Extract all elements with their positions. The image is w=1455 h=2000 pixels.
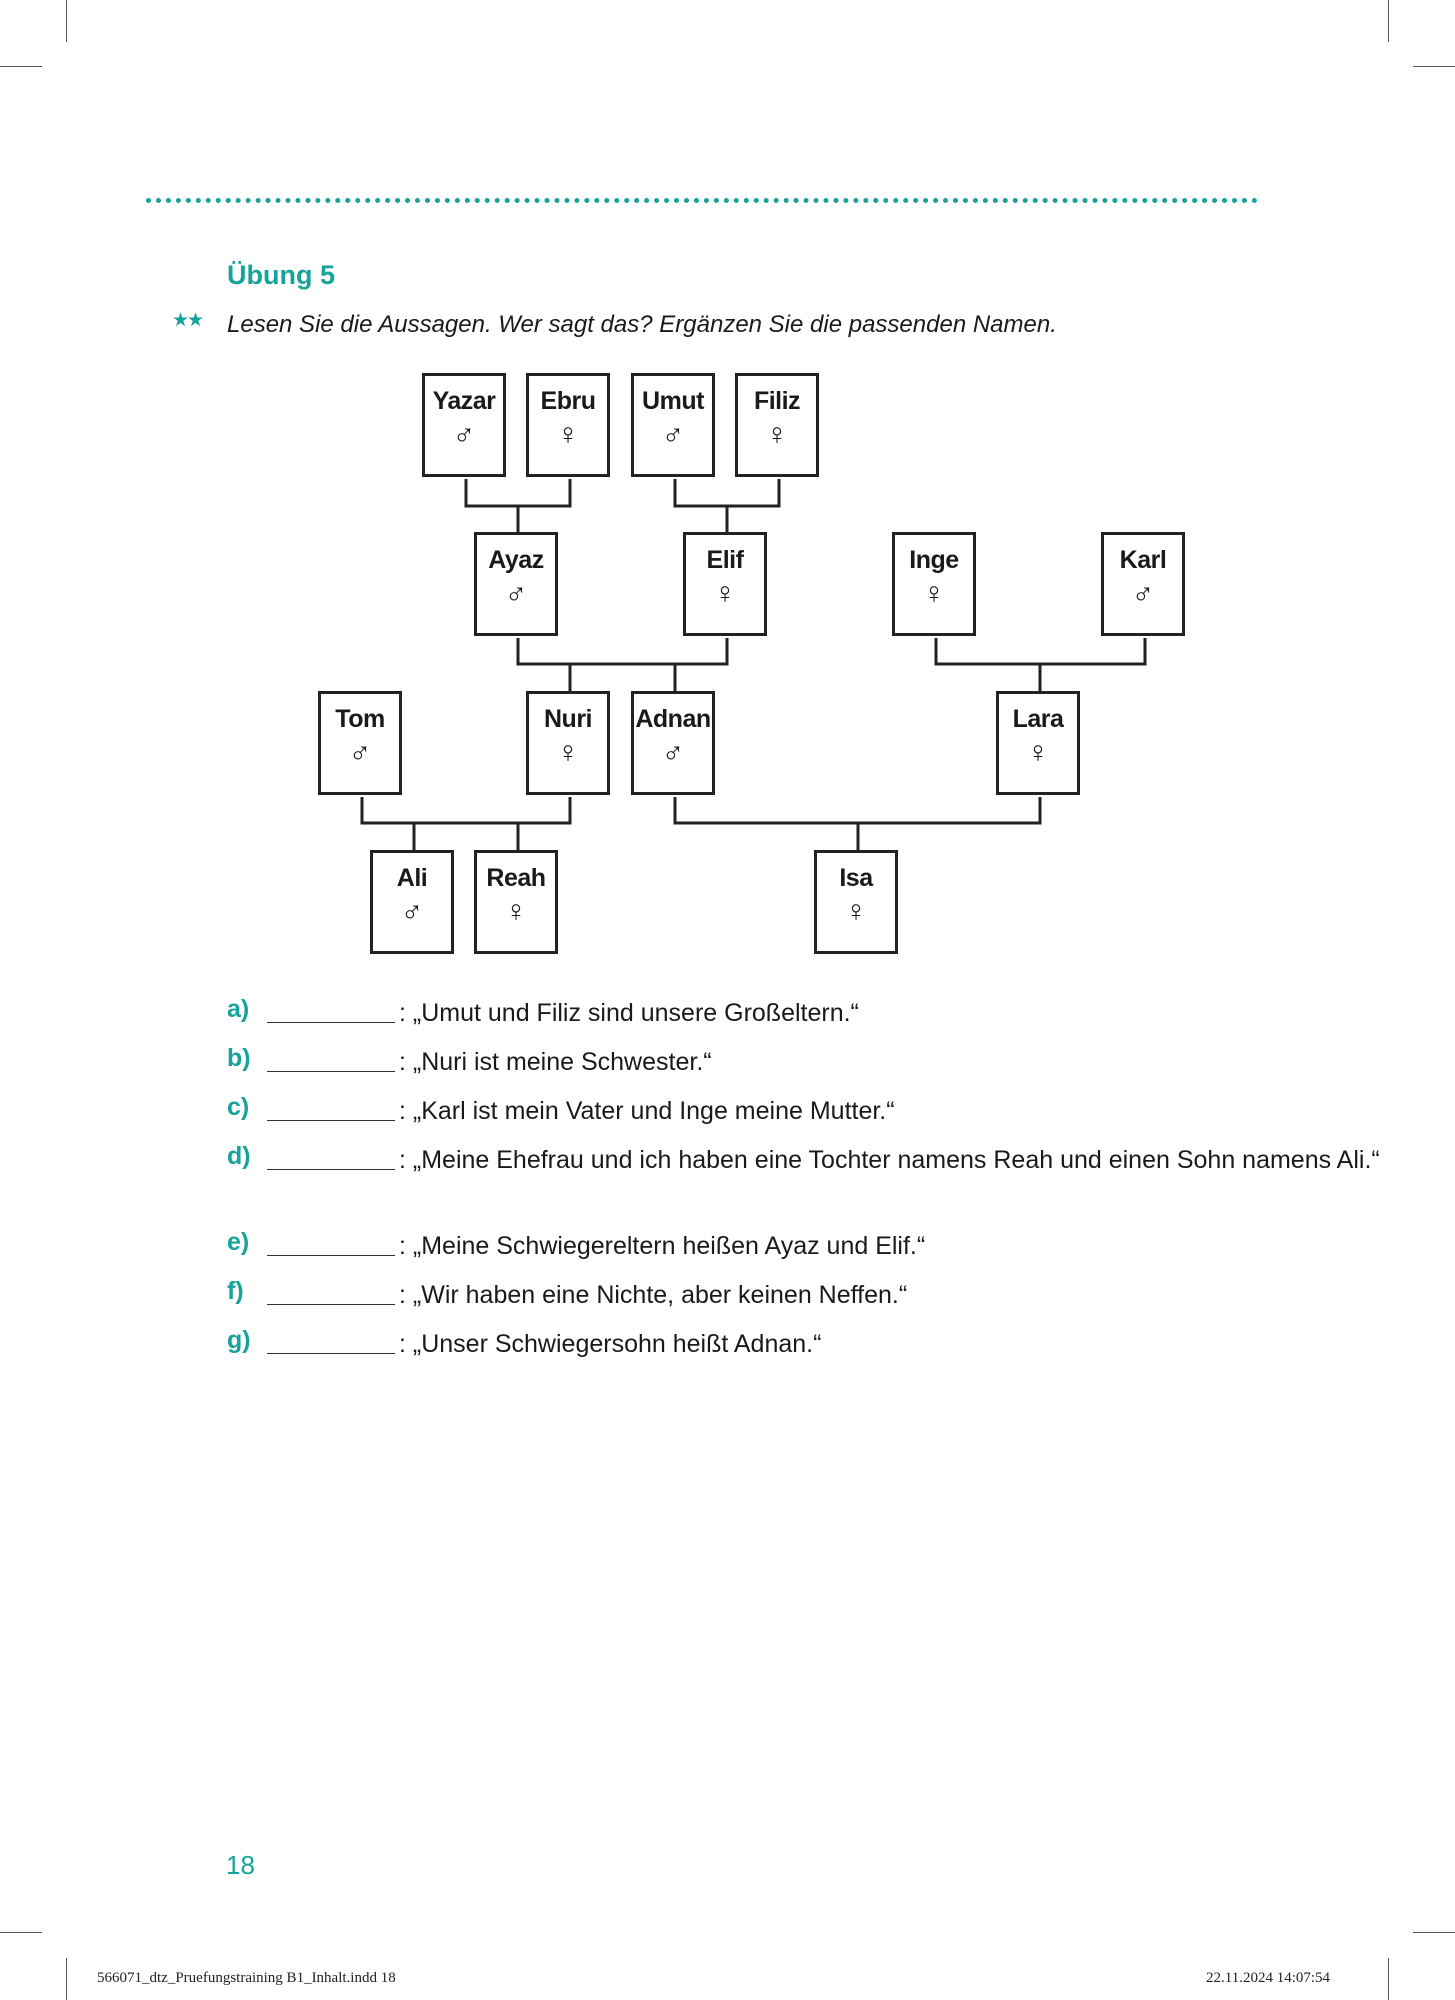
answer-blank[interactable] [267, 1120, 395, 1121]
person-box-filiz [735, 373, 819, 477]
female-symbol-icon: ♀ [922, 577, 946, 610]
statement-text: : „Meine Schwiegereltern heißen Ayaz und Elif.“ [399, 1232, 926, 1260]
answer-blank[interactable] [267, 1255, 395, 1256]
statement-letter: c) [227, 1093, 250, 1121]
person-box-elif [683, 532, 767, 636]
statement-text: : „Meine Ehefrau und ich haben eine Tochter namens Reah und einen Sohn namens Ali.“ [399, 1146, 1380, 1174]
exercise-instruction: Lesen Sie die Aussagen. Wer sagt das? Ergänzen Sie die passenden Namen. [227, 311, 1057, 338]
person-box-ayaz [474, 532, 558, 636]
male-symbol-icon: ♂ [400, 895, 424, 928]
person-box-isa [814, 850, 898, 954]
person-name: Reah [486, 864, 546, 892]
statement-text: : „Wir haben eine Nichte, aber keinen Neffen.“ [399, 1281, 908, 1309]
female-symbol-icon: ♀ [844, 895, 868, 928]
answer-blank[interactable] [267, 1353, 395, 1354]
male-symbol-icon: ♂ [661, 736, 685, 769]
print-slug-date: 22.11.2024 14:07:54 [1206, 1970, 1331, 1986]
person-name: Inge [909, 546, 959, 574]
statement-letter: a) [227, 995, 250, 1023]
female-symbol-icon: ♀ [1026, 736, 1050, 769]
statement-letter: f) [227, 1277, 244, 1305]
answer-blank[interactable] [267, 1304, 395, 1305]
person-box-karl [1101, 532, 1185, 636]
person-name: Ayaz [488, 546, 544, 574]
person-box-ebru [526, 373, 610, 477]
female-symbol-icon: ♀ [504, 895, 528, 928]
person-box-umut [631, 373, 715, 477]
statement-letter: g) [227, 1326, 251, 1354]
person-name: Yazar [432, 387, 496, 415]
person-box-nuri [526, 691, 610, 795]
person-box-adnan [631, 691, 715, 795]
female-symbol-icon: ♀ [713, 577, 737, 610]
statement-text: : „Umut und Filiz sind unsere Großeltern.“ [399, 999, 859, 1027]
answer-blank[interactable] [267, 1071, 395, 1072]
statement-text: : „Karl ist mein Vater und Inge meine Mutter.“ [399, 1097, 895, 1125]
statement-text: : „Nuri ist meine Schwester.“ [399, 1048, 712, 1076]
person-name: Karl [1119, 546, 1167, 574]
person-name: Ali [396, 864, 428, 892]
person-box-ali [370, 850, 454, 954]
female-symbol-icon: ♀ [556, 736, 580, 769]
person-name: Adnan [635, 705, 711, 733]
male-symbol-icon: ♂ [1131, 577, 1155, 610]
person-name: Umut [642, 387, 704, 415]
exercise-title: Übung 5 [227, 260, 335, 290]
person-box-lara [996, 691, 1080, 795]
answer-blank[interactable] [267, 1022, 395, 1023]
male-symbol-icon: ♂ [661, 418, 685, 451]
male-symbol-icon: ♂ [504, 577, 528, 610]
difficulty-stars: ★★ [172, 310, 203, 331]
person-name: Lara [1012, 705, 1064, 733]
statement-text: : „Unser Schwiegersohn heißt Adnan.“ [399, 1330, 822, 1358]
person-name: Elif [706, 546, 744, 574]
person-name: Isa [839, 864, 873, 892]
person-box-yazar [422, 373, 506, 477]
page-number: 18 [226, 1850, 255, 1880]
person-box-tom [318, 691, 402, 795]
male-symbol-icon: ♂ [452, 418, 476, 451]
statement-letter: b) [227, 1044, 251, 1072]
male-symbol-icon: ♂ [348, 736, 372, 769]
answer-blank[interactable] [267, 1169, 395, 1170]
person-name: Ebru [540, 387, 596, 415]
statement-letter: d) [227, 1142, 251, 1170]
person-box-inge [892, 532, 976, 636]
female-symbol-icon: ♀ [765, 418, 789, 451]
print-slug-file: 566071_dtz_Pruefungstraining B1_Inhalt.indd 18 [97, 1970, 396, 1986]
person-box-reah [474, 850, 558, 954]
person-name: Nuri [544, 705, 592, 733]
person-name: Tom [335, 705, 385, 733]
female-symbol-icon: ♀ [556, 418, 580, 451]
statement-letter: e) [227, 1228, 250, 1256]
person-name: Filiz [753, 387, 801, 415]
